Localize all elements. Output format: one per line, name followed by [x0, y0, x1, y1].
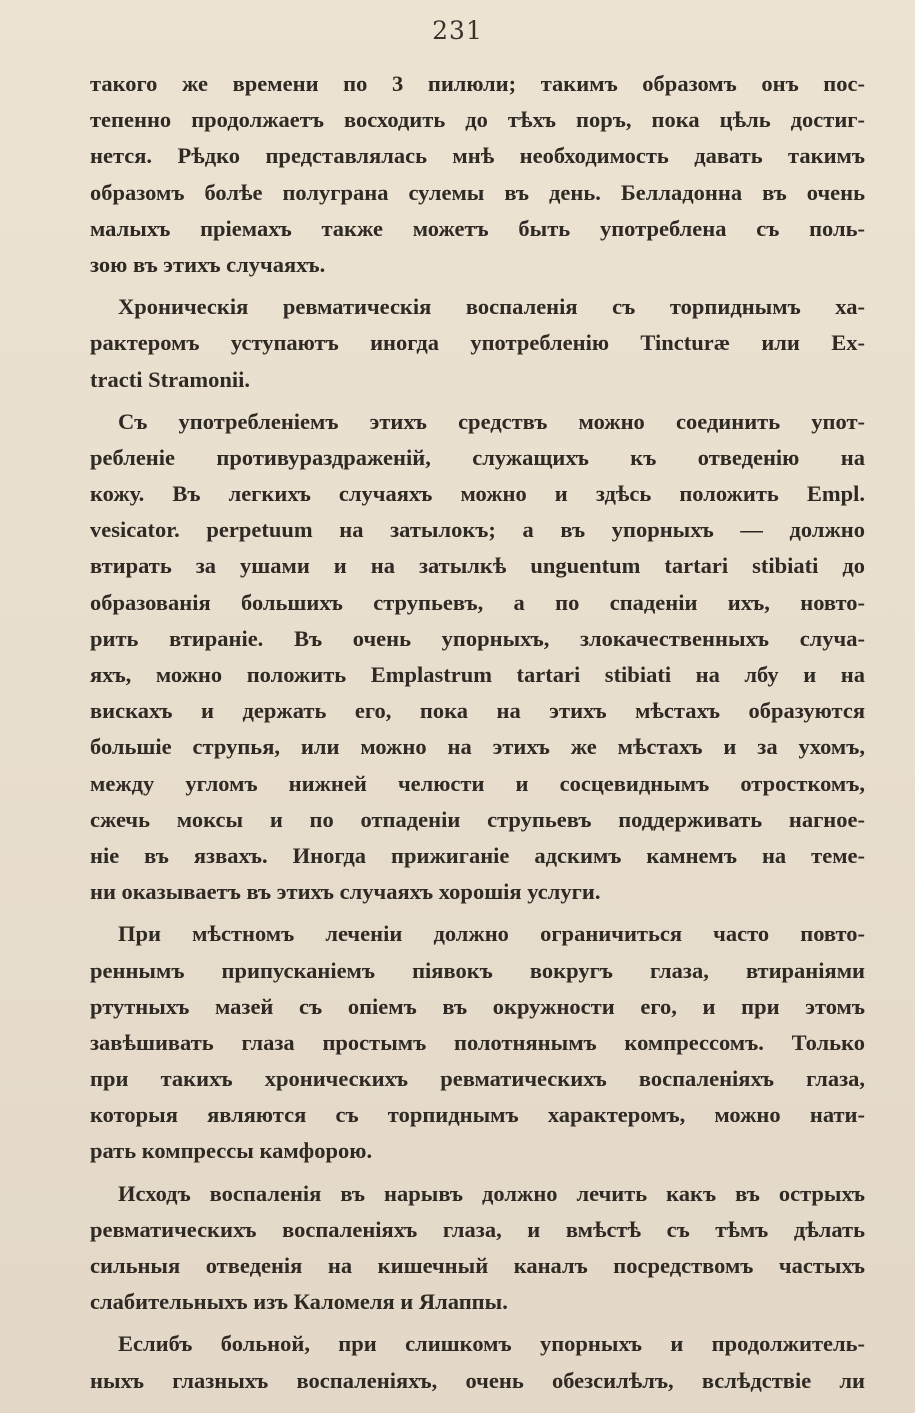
text-line: ртутныхъ мазей съ опіемъ въ окружности его, и при этомъ: [90, 993, 865, 1019]
text-line: ніе въ язвахъ. Иногда прижиганіе адскимъ камнемъ на теме-: [90, 842, 865, 868]
text-line: сильныя отведенія на кишечный каналъ посредствомъ частыхъ: [90, 1253, 865, 1278]
text-line: рактеромъ уступаютъ иногда употребленію Tincturæ или Ex-: [90, 330, 865, 356]
text-line: рать компрессы камфорою.: [90, 1138, 373, 1164]
text-line: Исходъ воспаленія въ нарывъ должно лечить какъ въ острыхъ: [118, 1180, 865, 1206]
text-line: зою въ этихъ случаяхъ.: [90, 251, 326, 277]
text-line: образованія большихъ струпьевъ, а по спаденіи ихъ, новто-: [90, 589, 865, 615]
text-line: слабительныхъ изъ Каломеля и Ялаппы.: [90, 1289, 508, 1315]
text-line: ревматическихъ воспаленіяхъ глаза, и вмѣстѣ съ тѣмъ дѣлать: [90, 1216, 865, 1242]
text-line: рить втираніе. Въ очень упорныхъ, злокачественныхъ случа-: [90, 625, 865, 651]
text-line: реннымъ припусканіемъ піявокъ вокругъ глаза, втираніями: [90, 957, 865, 983]
text-line: большіе струпья, или можно на этихъ же мѣстахъ и за ухомъ,: [90, 734, 865, 760]
text-line: завѣшивать глаза простымъ полотнянымъ компрессомъ. Только: [90, 1029, 865, 1055]
body-text: [90, 66, 865, 1399]
text-line: нется. Рѣдко представлялась мнѣ необходимость давать такимъ: [90, 143, 865, 169]
text-line: vesicator. perpetuum на затылокъ; а въ упорныхъ — должно: [90, 517, 865, 543]
text-line: При мѣстномъ леченіи должно ограничиться часто повто-: [118, 921, 865, 947]
text-line: которыя являются съ торпиднымъ характеромъ, можно нати-: [90, 1102, 865, 1128]
text-line: ни оказываетъ въ этихъ случаяхъ хорошія услуги.: [90, 879, 601, 905]
text-line: тепенно продолжаетъ восходить до тѣхъ поръ, пока цѣль достиг-: [90, 107, 865, 133]
text-line: яхъ, можно положить Emplastrum tartari stibiati на лбу и на: [90, 662, 865, 687]
text-line: Еслибъ больной, при слишкомъ упорныхъ и продолжитель-: [118, 1331, 865, 1357]
text-line: tracti Stramonii.: [90, 366, 250, 392]
text-line: при такихъ хроническихъ ревматическихъ воспаленіяхъ глаза,: [90, 1066, 865, 1092]
text-line: Съ употребленіемъ этихъ средствъ можно соединить упот-: [118, 408, 865, 434]
text-line: образомъ болѣе полуграна сулемы въ день. Белладонна въ очень: [90, 179, 865, 205]
text-line: малыхъ пріемахъ также можетъ быть употреблена съ поль-: [90, 215, 865, 241]
text-line: вискахъ и держать его, пока на этихъ мѣстахъ образуются: [90, 698, 865, 724]
text-line: втирать за ушами и на затылкѣ unguentum tartari stibiati до: [90, 553, 865, 579]
text-line: ребленіе противураздраженій, служащихъ къ отведенію на: [90, 444, 865, 470]
text-line: сжечь моксы и по отпаденіи струпьевъ поддерживать нагное-: [90, 806, 865, 832]
text-line: кожу. Въ легкихъ случаяхъ можно и здѣсь положить Empl.: [90, 481, 865, 507]
text-line: ныхъ глазныхъ воспаленіяхъ, очень обезсилѣлъ, вслѣдствіе ли: [90, 1367, 865, 1393]
text-line: Хроническія ревматическія воспаленія съ торпиднымъ ха-: [118, 294, 865, 320]
page-number: 231: [432, 16, 483, 45]
text-line: такого же времени по 3 пилюли; такимъ образомъ онъ пос-: [90, 71, 865, 96]
text-line: между угломъ нижней челюсти и сосцевиднымъ отросткомъ,: [90, 770, 865, 796]
